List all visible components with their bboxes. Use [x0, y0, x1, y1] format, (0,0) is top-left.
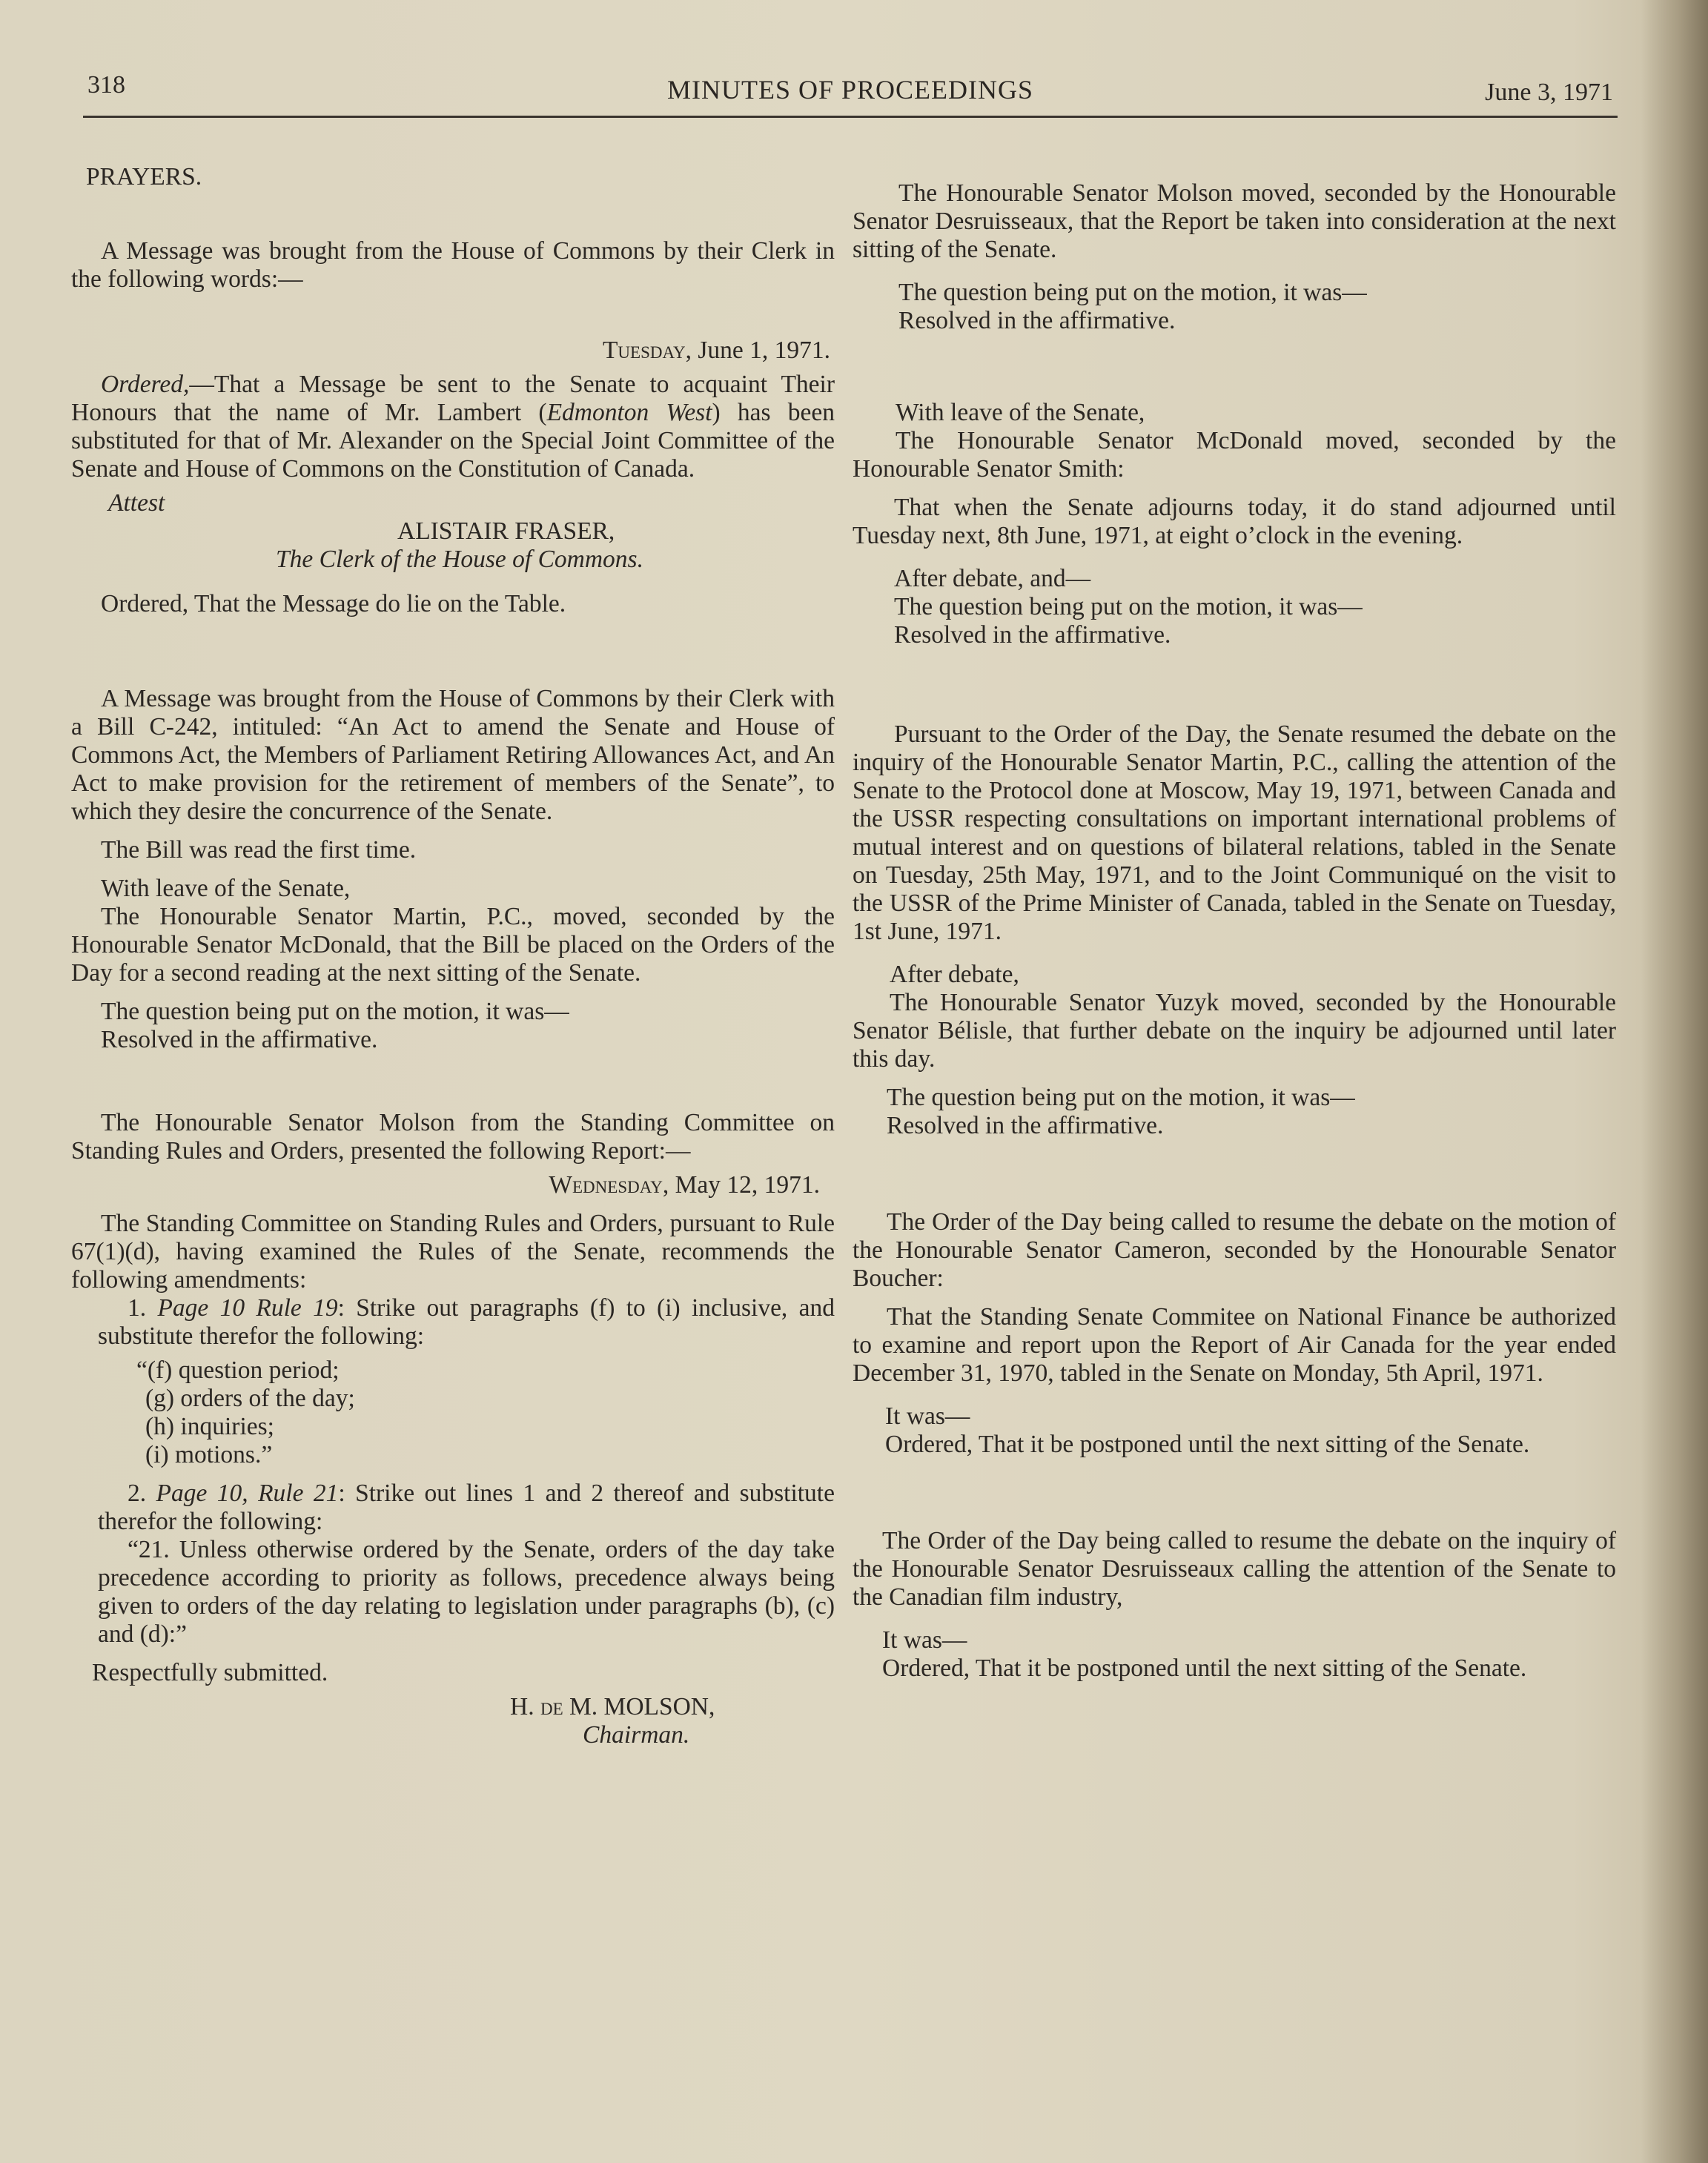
amendment-1-ref: Page 10 Rule 19 [157, 1294, 338, 1322]
after-debate-and: After debate, and— [894, 565, 1091, 592]
chairman-name-de: de [540, 1693, 563, 1720]
question-put-4: The question being put on the motion, it was— [887, 1084, 1355, 1111]
list-item-f: “(f) question period; [136, 1357, 340, 1384]
ordered-text: —That a Message be sent to the Senate to acquaint Their Honours that the name of Mr. Lambert ( [71, 371, 835, 426]
clerk-title: The Clerk of the House of Commons. [276, 546, 643, 573]
amendment-1 [71, 1294, 835, 1351]
after-debate: After debate, [890, 961, 1019, 988]
message-intro: A Message was brought from the House of Commons by their Clerk in the following words:— [71, 237, 835, 293]
resolved-1: Resolved in the affirmative. [101, 1026, 378, 1053]
yuzyk-motion: The Honourable Senator Yuzyk moved, seconded by the Honourable Senator Bélisle, that further debate on the inquiry be adjourned until later this day. [853, 989, 1616, 1073]
resolved-3: Resolved in the affirmative. [894, 621, 1171, 649]
binding-shadow [1641, 0, 1708, 2163]
molson-motion: The Honourable Senator Molson moved, seconded by the Honourable Senator Desruisseaux, that the Report be taken into consideration at the next sitting of the Senate. [853, 179, 1616, 263]
ordered-label: Ordered, [101, 371, 190, 398]
molson-report-intro: The Honourable Senator Molson from the Standing Committee on Standing Rules and Orders, presented the following Report:— [71, 1109, 835, 1165]
question-put-2: The question being put on the motion, it was— [898, 279, 1367, 306]
chairman-title: Chairman. [583, 1721, 690, 1749]
postponed-1: Ordered, That it be postponed until the next sitting of the Senate. [885, 1431, 1530, 1458]
it-was-2: It was— [882, 1626, 967, 1654]
adjourn-motion: That when the Senate adjourns today, it do stand adjourned until Tuesday next, 8th June, 1971, at eight o’clock in the evening. [853, 494, 1616, 549]
national-finance-motion: That the Standing Senate Commitee on National Finance be authorized to examine and report upon the Report of Air Canada for the year ended December 31, 1970, tabled in the Senate on Monday, 5th April, 1971. [853, 1303, 1616, 1387]
amendment-2-text: : Strike out lines 1 and 2 thereof and substitute therefor the following: [98, 1480, 835, 1535]
amendment-1-num: 1. [128, 1294, 158, 1322]
respectfully-submitted: Respectfully submitted. [92, 1659, 328, 1686]
page-number: 318 [87, 71, 125, 99]
amendment-2-quote: “21. Unless otherwise ordered by the Senate, orders of the day take precedence according to priority as follows, precedence always being given to orders of the day relating to legislation under paragraphs (b), (c) and (d):” [98, 1536, 835, 1648]
amendment-2-ref: Page 10, Rule 21 [156, 1480, 339, 1507]
left-column [71, 163, 835, 1749]
right-column [853, 179, 1616, 1683]
running-header [83, 71, 1618, 118]
message-date [71, 337, 835, 365]
report-date-day: Wednesday [549, 1171, 663, 1199]
list-item-g: (g) orders of the day; [145, 1385, 355, 1412]
postponed-2: Ordered, That it be postponed until the next sitting of the Senate. [882, 1654, 1527, 1682]
leave-of-senate: With leave of the Senate, [101, 875, 351, 902]
question-put-1: The question being put on the motion, it was— [101, 998, 569, 1025]
pursuant-paragraph: Pursuant to the Order of the Day, the Senate resumed the debate on the inquiry of the Honourable Senator Martin, P.C., calling the attention of the Senate to the Protocol done at Moscow, May 19, 1971, between Canada and the USSR respecting consultations on important international problems of mutual interest and on questions of bilateral relations, tabled in the Senate on Tuesday, 25th May, 1971, and to the Joint Communiqué on the visit to the USSR of the Prime Minister of Canada, tabled in the Senate on Tuesday, 1st June, 1971. [853, 721, 1616, 945]
attest-label: Attest [108, 489, 165, 517]
martin-motion: The Honourable Senator Martin, P.C., moved, seconded by the Honourable Senator McDonald, that the Bill be placed on the Orders of the Day for a second reading at the next sitting of the Senate. [71, 903, 835, 987]
clerk-name: ALISTAIR FRASER, [397, 517, 615, 545]
bill-first-reading: The Bill was read the first time. [101, 836, 417, 864]
message-date-rest: , June 1, 1971. [685, 337, 830, 364]
running-title: MINUTES OF PROCEEDINGS [666, 75, 1034, 105]
header-date: June 3, 1971 [1485, 79, 1613, 106]
chairman-name [71, 1693, 835, 1721]
order-desruisseaux: The Order of the Day being called to resume the debate on the inquiry of the Honourable Senator Desruisseaux calling the attention of the Senate to the Canadian film industry, [853, 1527, 1616, 1611]
prayers-heading: PRAYERS. [86, 163, 202, 191]
list-item-h: (h) inquiries; [145, 1413, 274, 1440]
report-date-rest: , May 12, 1971. [662, 1171, 820, 1199]
table-order: Ordered, That the Message do lie on the Table. [101, 590, 566, 617]
question-put-3: The question being put on the motion, it was— [894, 593, 1363, 620]
ordered-text-2: ) has been substituted for that of Mr. Alexander on the Special Joint Committee of the Senate and House of Commons on the Constitution of Canada. [71, 399, 835, 483]
resolved-4: Resolved in the affirmative. [887, 1112, 1164, 1139]
amendment-2 [71, 1480, 835, 1536]
list-item-i: (i) motions.” [145, 1441, 273, 1468]
chairman-name-post: M. MOLSON, [563, 1693, 715, 1720]
ordered-edmonton: Edmonton West [546, 399, 712, 426]
amendment-2-num: 2. [128, 1480, 156, 1507]
chairman-name-pre: H. [510, 1693, 540, 1720]
mcdonald-motion: The Honourable Senator McDonald moved, seconded by the Honourable Senator Smith: [853, 427, 1616, 483]
report-body: The Standing Committee on Standing Rules and Orders, pursuant to Rule 67(1)(d), having examined the Rules of the Senate, recommends the following amendments: [71, 1210, 835, 1294]
resolved-2: Resolved in the affirmative. [898, 307, 1176, 334]
amendment-1-text: : Strike out paragraphs (f) to (i) inclusive, and substitute therefor the following: [98, 1294, 835, 1350]
message-date-day: Tuesday [602, 337, 686, 364]
order-cameron: The Order of the Day being called to resume the debate on the motion of the Honourable Senator Cameron, seconded by the Honourable Senator Boucher: [853, 1208, 1616, 1292]
report-date [71, 1171, 835, 1199]
it-was-1: It was— [885, 1402, 970, 1430]
ordered-paragraph [71, 371, 835, 483]
bill-message: A Message was brought from the House of Commons by their Clerk with a Bill C-242, intituled: “An Act to amend the Senate and House of Commons Act, the Members of Parliament Retiring Allowances Act, and An Act to make provision for the retirement of members of the Senate”, to which they desire the concurrence of the Senate. [71, 685, 835, 825]
leave-of-senate-2: With leave of the Senate, [896, 399, 1145, 426]
